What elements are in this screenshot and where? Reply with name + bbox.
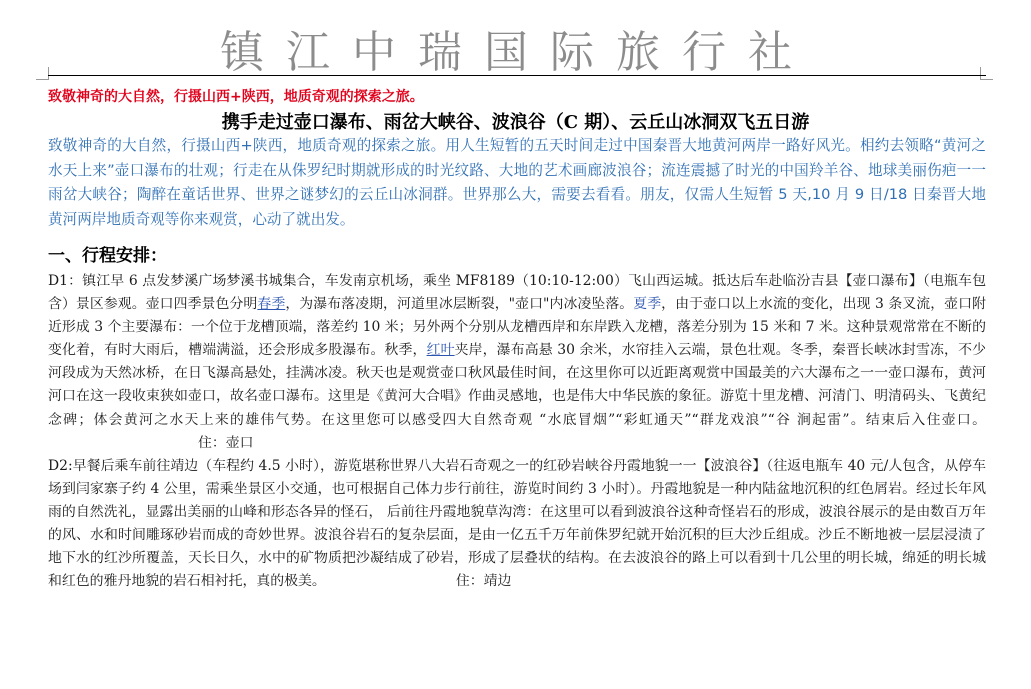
day2-lodging: 住：靖边 [455, 573, 512, 590]
day2-text: D2:早餐后乘车前往靖边（车程约 4.5 小时），游览堪称世界八大岩石奇观之一的红砂岩峡谷丹霞地貌一一【波浪谷】（往返电瓶车 40 元/人包含，从停车场到闫家寨子约 4 公里，需乘坐景区小交通，也可根据自己体力步行前往，游览时间约 3 小时）。丹霞地貌是一种内陆盆地沉积的红色屑岩。经过长年风雨的自然洗礼，显露出美丽的山峰和形态各异的怪石， 后前往丹霞地貌草沟湾：在这里可以看到波浪谷这种奇怪岩石的形成，波浪谷展示的是由数百万年的风、水和时间雕琢砂岩而成的奇妙世界。波浪谷岩石的复杂层面，是由一亿五千万年前侏罗纪就开始沉积的巨大沙丘组成。沙丘不断地被一层层浸渍了地下水的红沙所覆盖，天长日久，水中的矿物质把沙凝结成了砂岩，形成了层叠状的结构。在去波浪谷的路上可以看到十几公里的明长城，绵延的明长城和红色的雅丹地貌的岩石相衬托，真的极美。 [48, 457, 986, 590]
itinerary-body [48, 270, 986, 593]
day1-text: D1：镇江早 6 点发梦溪广场梦溪书城集合，车发南京机场，乘坐 MF8189（10:10-12:00）飞山西运城。抵达后车赴临汾吉县【壶口瀑布】（电瓶车包含）景区参观。壶口四季景色分明 [48, 273, 986, 313]
day2-paragraph [48, 455, 986, 594]
spring-link[interactable]: 春季 [257, 296, 286, 313]
red-leaves-link[interactable]: 红叶 [426, 342, 455, 359]
header-divider [48, 75, 986, 76]
day1-lodging: 住：壶口 [198, 434, 254, 451]
tagline: 致敬神奇的大自然，行摄山西+陕西，地质奇观的探索之旅。 [48, 89, 424, 105]
intro-paragraph: 致敬神奇的大自然，行摄山西+陕西，地质奇观的探索之旅。用人生短暂的五天时间走过中国秦晋大地黄河两岸一路好风光。相约去领略“黄河之水天上来”壶口瀑布的壮观；行走在从侏罗纪时期就形成的时光纹路、大地的艺术画廊波浪谷；流连震撼了时光的中国羚羊谷、地球美丽伤疤一一雨岔大峡谷；陶醉在童话世界、世界之谜梦幻的云丘山冰洞群。世界那么大，需要去看看。朋友，仅需人生短暂 5 天,10 月 9 日/18 日秦晋大地黄河两岸地质奇观等你来观赏，心动了就出发。 [48, 137, 986, 228]
tour-title: 携手走过壶口瀑布、雨岔大峡谷、波浪谷（C 期）、云丘山冰洞双飞五日游 [221, 112, 810, 133]
day1-text: ，为瀑布落凌期，河道里冰层断裂，"壶口"内冰凌坠落。 [285, 296, 634, 313]
section-heading-itinerary: 一、行程安排： [48, 246, 167, 266]
summer-link[interactable]: 夏季 [633, 296, 662, 313]
page-corner-mark [36, 67, 49, 80]
page-corner-mark [980, 67, 993, 80]
day1-text: ，由于壶口以上水流的变化，出现 3 条叉流，壶口附近形成 3 个主要瀑布：一个位于龙槽顶端，落差约 10 米；另外两个分别从龙槽西岸和东岸跌入龙槽，落差分别为 15 米和 7 米。这种景观常常在不断的变化着，有时大雨后，槽端满溢，还会形成多股瀑布。秋季， [48, 296, 986, 359]
day1-text: 夹岸，瀑布高悬 30 余米，水帘挂入云端，景色壮观。冬季，秦晋长峡冰封雪冻，不少河段成为天然冰桥，在日飞瀑高悬处，挂满冰凌。秋天也是观赏壶口秋风最佳时间，在这里你可以近距离观赏中国最美的六大瀑布之一一壶口瀑布，黄河河口在这一段收束狭如壶口，故名壶口瀑布。这里是《黄河大合唱》作曲灵感地，也是伟大中华民族的象征。游览十里龙槽、河清门、明清码头、飞黄纪念碑；体会黄河之水天上来的雄伟气势。在这里您可以感受四大自然奇观 “水底冒烟”“彩虹通天”“群龙戏浪”“谷 涧起雷”。结束后入住壶口。 [48, 342, 986, 428]
agency-title: 镇江中瑞国际旅行社 [220, 27, 814, 78]
day1-paragraph [48, 270, 986, 455]
